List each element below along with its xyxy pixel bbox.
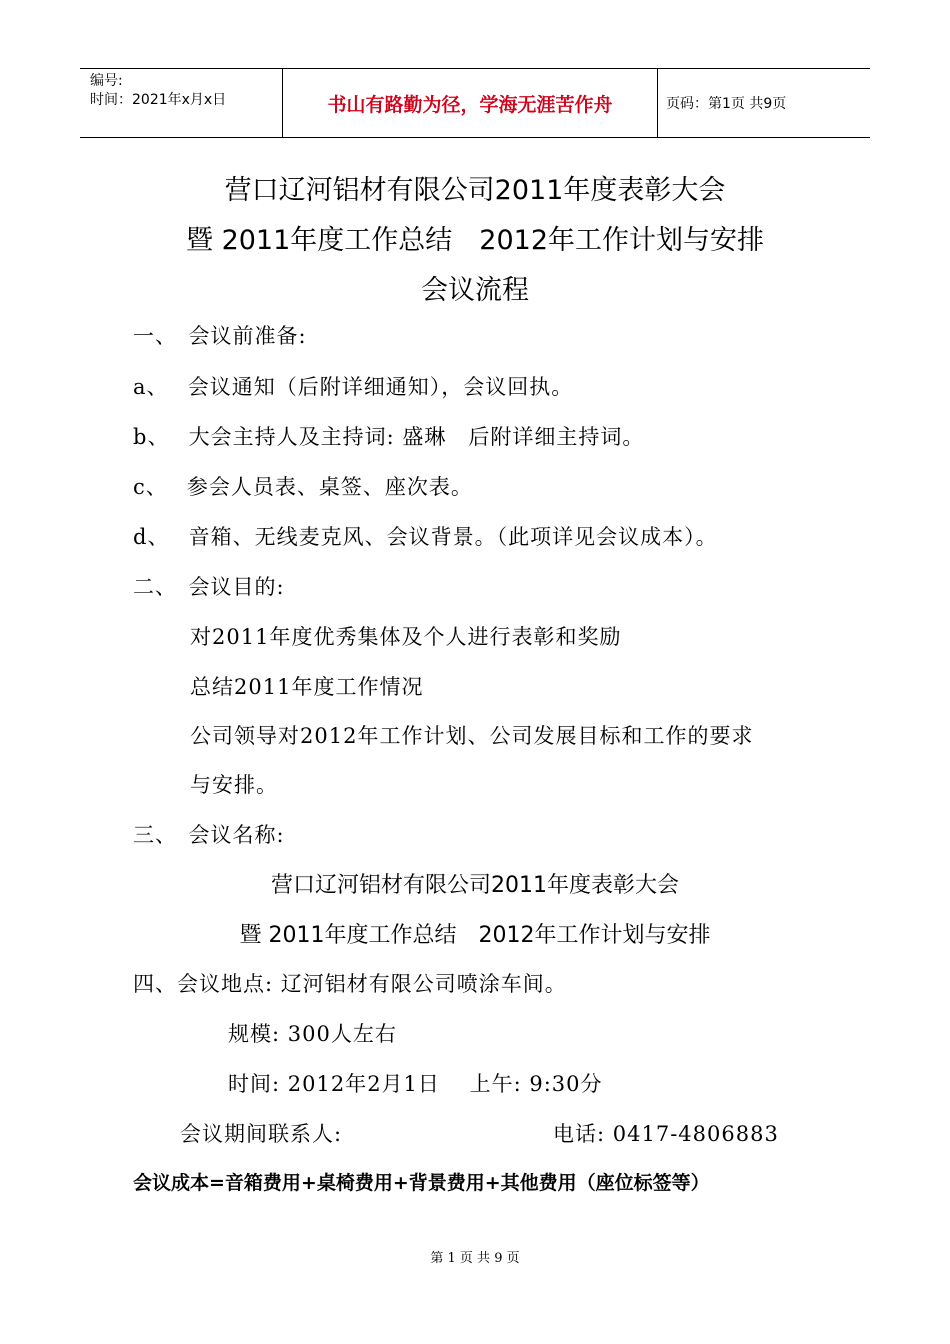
section-2-paragraph-2: 总结2011年度工作情况 bbox=[190, 675, 424, 699]
section-4-heading: 四、会议地点: 辽河铝材有限公司喷涂车间。 bbox=[133, 972, 567, 996]
header-page-label: 页码：第1页 共9页 bbox=[666, 96, 787, 112]
section-1-item-c: c、 参会人员表、桌签、座次表。 bbox=[133, 475, 473, 499]
meeting-name-line2: 暨 2011年度工作总结 2012年工作计划与安排 bbox=[239, 923, 711, 948]
section-2-paragraph-4: 与安排。 bbox=[190, 773, 278, 797]
section-2-paragraph-1: 对2011年度优秀集体及个人进行表彰和奖励 bbox=[190, 625, 622, 649]
section-3-heading: 三、 会议名称: bbox=[133, 823, 285, 847]
section-1-item-a: a、 会议通知（后附详细通知），会议回执。 bbox=[133, 375, 574, 399]
meeting-scale: 规模: 300人左右 bbox=[228, 1022, 397, 1046]
meeting-cost-formula: 会议成本=音箱费用+桌椅费用+背景费用+其他费用（座位标签等） bbox=[133, 1172, 710, 1194]
section-2-paragraph-3: 公司领导对2012年工作计划、公司发展目标和工作的要求 bbox=[190, 724, 754, 748]
page-footer: 第 1 页 共 9 页 bbox=[430, 1251, 520, 1266]
section-2-heading: 二、 会议目的: bbox=[133, 575, 285, 599]
section-1-heading: 一、 会议前准备: bbox=[133, 324, 307, 348]
section-1-item-b: b、 大会主持人及主持词: 盛琳 后附详细主持词。 bbox=[133, 425, 645, 449]
header-motto: 书山有路勤为径，学海无涯苦作舟 bbox=[282, 69, 658, 137]
meeting-name-line1: 营口辽河铝材有限公司2011年度表彰大会 bbox=[271, 873, 679, 898]
document-title-line2: 暨 2011年度工作总结 2012年工作计划与安排 bbox=[185, 225, 764, 256]
document-title-line1: 营口辽河铝材有限公司2011年度表彰大会 bbox=[224, 175, 726, 206]
document-header bbox=[80, 68, 870, 138]
meeting-contact-label: 会议期间联系人: bbox=[180, 1122, 343, 1146]
header-meta bbox=[80, 69, 280, 137]
section-1-item-d: d、 音箱、无线麦克风、会议背景。（此项详见会议成本）。 bbox=[133, 525, 718, 549]
time-label: 时间：2021年x月x日 bbox=[90, 92, 227, 108]
meeting-contact-phone: 电话: 0417-4806883 bbox=[553, 1122, 779, 1146]
document-title-line3: 会议流程 bbox=[421, 275, 529, 306]
number-label: 编号: bbox=[90, 73, 123, 89]
meeting-time: 时间: 2012年2月1日 上午: 9:30分 bbox=[228, 1072, 603, 1096]
